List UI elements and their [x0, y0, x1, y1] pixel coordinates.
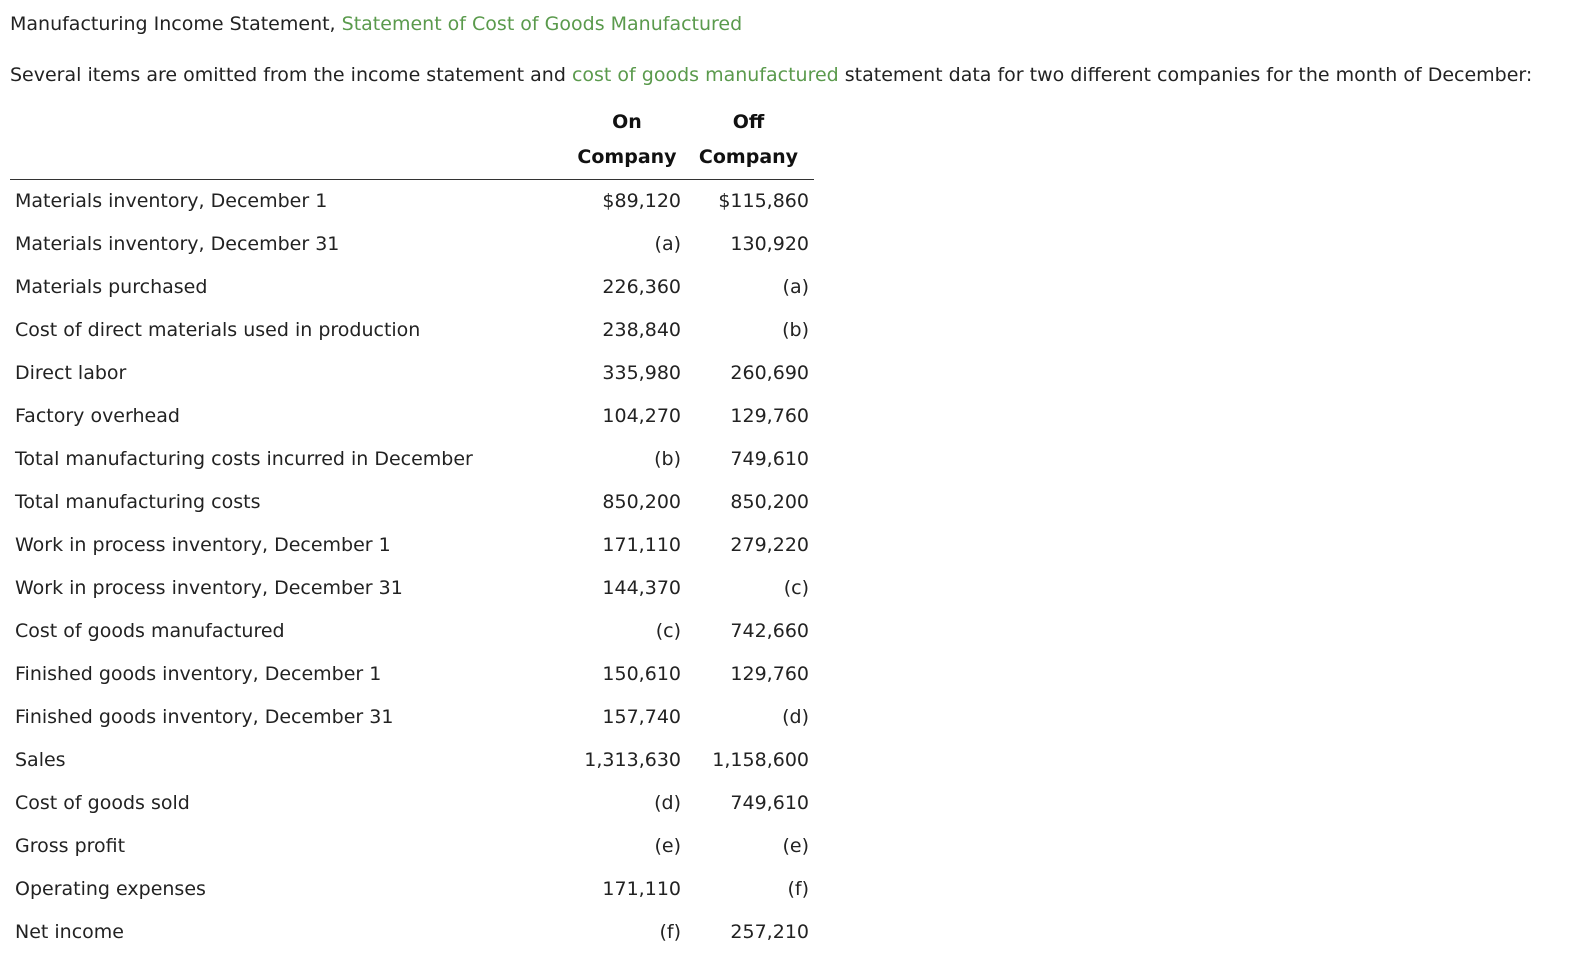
table-row: [10, 739, 814, 782]
intro-after: statement data for two different companies for the month of December:: [844, 64, 1533, 86]
table-row: [10, 309, 814, 352]
row-label: Cost of goods manufactured: [15, 620, 285, 642]
title-prefix: Manufacturing Income Statement,: [10, 13, 336, 35]
row-label: Materials inventory, December 31: [15, 233, 340, 255]
on-company-value: 850,200: [602, 491, 681, 513]
table-row: [10, 696, 814, 739]
row-label: Gross profit: [15, 835, 126, 857]
table-row: [10, 653, 814, 696]
table-row: [10, 782, 814, 825]
row-label: Total manufacturing costs: [15, 491, 261, 513]
table-row: [10, 223, 814, 266]
row-label: Factory overhead: [15, 405, 180, 427]
on-company-value: (f): [659, 921, 681, 943]
on-company-value: 335,980: [602, 362, 681, 384]
page-title: [10, 10, 742, 38]
off-company-value: 742,660: [730, 620, 809, 642]
on-company-value: 104,270: [602, 405, 681, 427]
off-company-value: 129,760: [730, 663, 809, 685]
on-company-value: $89,120: [602, 190, 681, 212]
table-row: [10, 868, 814, 911]
row-label: Work in process inventory, December 31: [15, 577, 403, 599]
intro-paragraph: [10, 61, 1532, 89]
table-row: [10, 438, 814, 481]
cogm-glossary-link[interactable]: cost of goods manufactured: [571, 64, 839, 86]
table-row: [10, 825, 814, 868]
row-label: Direct labor: [15, 362, 127, 384]
off-company-value: (e): [782, 835, 809, 857]
on-company-value: 171,110: [602, 878, 681, 900]
table-row: [10, 481, 814, 524]
on-company-value: 238,840: [602, 319, 681, 341]
table-row: [10, 180, 814, 224]
row-label: Total manufacturing costs incurred in December: [15, 448, 473, 470]
table-row: [10, 524, 814, 567]
off-company-value: 749,610: [730, 448, 809, 470]
row-label: Net income: [15, 921, 124, 943]
off-company-value: 129,760: [730, 405, 809, 427]
off-company-value: 1,158,600: [712, 749, 809, 771]
off-company-value: (b): [782, 319, 809, 341]
off-company-value: (f): [787, 878, 809, 900]
row-label: Materials purchased: [15, 276, 208, 298]
row-label: Finished goods inventory, December 1: [15, 663, 382, 685]
on-company-value: 1,313,630: [584, 749, 681, 771]
off-company-value: 130,920: [730, 233, 809, 255]
table-row: [10, 610, 814, 653]
row-label: Materials inventory, December 1: [15, 190, 328, 212]
off-company-value: (d): [782, 706, 809, 728]
company-data-table: [10, 105, 814, 954]
statement-cogm-link[interactable]: Statement of Cost of Goods Manufactured: [341, 13, 743, 35]
table-row: [10, 266, 814, 309]
row-label: Operating expenses: [15, 878, 206, 900]
row-label: Finished goods inventory, December 31: [15, 706, 394, 728]
on-company-value: (d): [654, 792, 681, 814]
on-company-value: 171,110: [602, 534, 681, 556]
col-header-on-line1: On: [612, 111, 642, 133]
off-company-value: $115,860: [718, 190, 809, 212]
table-body: [10, 180, 814, 955]
off-company-value: (c): [783, 577, 809, 599]
row-label: Work in process inventory, December 1: [15, 534, 391, 556]
off-company-value: 257,210: [730, 921, 809, 943]
table-row: [10, 911, 814, 954]
off-company-value: 850,200: [730, 491, 809, 513]
on-company-value: (e): [654, 835, 681, 857]
col-header-off-line2: Company: [683, 140, 814, 180]
on-company-value: 144,370: [602, 577, 681, 599]
on-company-value: (a): [654, 233, 681, 255]
table-row: [10, 352, 814, 395]
intro-before: Several items are omitted from the income statement and: [10, 64, 566, 86]
off-company-value: 749,610: [730, 792, 809, 814]
off-company-value: 279,220: [730, 534, 809, 556]
row-label: Sales: [15, 749, 66, 771]
on-company-value: 226,360: [602, 276, 681, 298]
table-row: [10, 395, 814, 438]
table-row: [10, 567, 814, 610]
row-label: Cost of direct materials used in production: [15, 319, 421, 341]
on-company-value: (c): [655, 620, 681, 642]
on-company-value: 150,610: [602, 663, 681, 685]
col-header-on-line2: Company: [571, 140, 683, 180]
on-company-value: (b): [654, 448, 681, 470]
off-company-value: (a): [782, 276, 809, 298]
on-company-value: 157,740: [602, 706, 681, 728]
row-label: Cost of goods sold: [15, 792, 190, 814]
off-company-value: 260,690: [730, 362, 809, 384]
col-header-off-line1: Off: [732, 111, 765, 133]
